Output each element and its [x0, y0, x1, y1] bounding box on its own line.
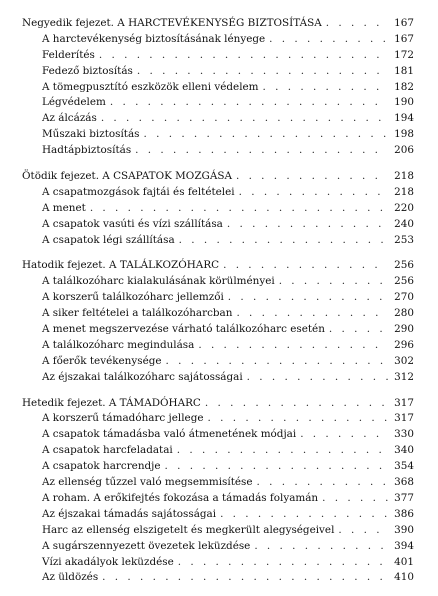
- chapter-section: [22, 396, 414, 587]
- toc-entry: [22, 32, 414, 48]
- toc-entry: [22, 64, 414, 80]
- entry-title: A főerők tevékenysége: [42, 354, 162, 367]
- dot-leader: [220, 507, 388, 523]
- entry-page-number: 270: [394, 291, 414, 304]
- dot-leader: [263, 80, 388, 96]
- dot-leader: [137, 64, 388, 80]
- dot-leader: [179, 233, 388, 249]
- toc-entry: [22, 443, 414, 459]
- dot-leader: [236, 306, 388, 322]
- chapter-heading: [22, 16, 414, 32]
- chapter-heading: [22, 258, 414, 274]
- dot-leader: [326, 16, 388, 32]
- toc-entry: [22, 217, 414, 233]
- chapter-page-number: 256: [394, 259, 414, 272]
- toc-entry: [22, 523, 414, 539]
- toc-entry: [22, 143, 414, 159]
- entry-title: A harctevékenység biztosításának lényege: [42, 32, 266, 45]
- entry-page-number: 218: [394, 185, 414, 198]
- entry-page-number: 198: [394, 128, 414, 141]
- entry-page-number: 394: [394, 539, 414, 552]
- dot-leader: [178, 555, 388, 571]
- toc-entry: [22, 290, 414, 306]
- dot-leader: [228, 290, 388, 306]
- entry-title: Fedező biztosítás: [42, 64, 133, 77]
- chapter-section: [22, 16, 414, 159]
- toc-entry: [22, 201, 414, 217]
- toc-entry: [22, 274, 414, 290]
- toc-entry: [22, 570, 414, 586]
- toc-entry: [22, 306, 414, 322]
- entry-title: A találkozóharc kialakulásának körülményei: [42, 275, 275, 288]
- toc-entry: [22, 95, 414, 111]
- entry-page-number: 368: [394, 476, 414, 489]
- entry-title: A korszerű találkozóharc jellemzői: [42, 291, 224, 304]
- entry-title: A csapatok harcfeladatai: [42, 444, 173, 457]
- dot-leader: [198, 338, 388, 354]
- table-of-contents: [22, 16, 414, 596]
- entry-title: Az ellenség tűzzel való megsemmisítése: [42, 476, 253, 489]
- entry-page-number: 220: [394, 201, 414, 214]
- entry-title: Műszaki biztosítás: [42, 128, 140, 141]
- dot-leader: [322, 491, 388, 507]
- entry-title: Az éjszakai támadás sajátosságai: [42, 507, 217, 520]
- dot-leader: [329, 322, 388, 338]
- entry-page-number: 167: [394, 32, 414, 45]
- toc-entry: [22, 127, 414, 143]
- chapter-section: [22, 169, 414, 248]
- entry-title: Vízi akadályok leküzdése: [42, 555, 174, 568]
- entry-title: A csapatmozgások fajtái és feltételei: [42, 185, 235, 198]
- toc-entry: [22, 338, 414, 354]
- entry-title: Harc az ellenség elszigetelt és megkerült alegységeivel: [42, 523, 335, 536]
- toc-entry: [22, 185, 414, 201]
- toc-entry: [22, 354, 414, 370]
- entry-page-number: 330: [394, 428, 414, 441]
- toc-entry: [22, 111, 414, 127]
- entry-page-number: 401: [394, 555, 414, 568]
- chapter-title: Ötödik fejezet. A CSAPATOK MOZGÁSA: [22, 170, 232, 183]
- dot-leader: [257, 475, 388, 491]
- entry-page-number: 354: [394, 460, 414, 473]
- toc-entry: [22, 427, 414, 443]
- dot-leader: [90, 201, 388, 217]
- dot-leader: [177, 443, 388, 459]
- dot-leader: [165, 459, 388, 475]
- dot-leader: [144, 127, 389, 143]
- entry-page-number: 312: [394, 370, 414, 383]
- entry-title: Az üldözés: [42, 571, 99, 584]
- dot-leader: [135, 143, 388, 159]
- entry-page-number: 190: [394, 96, 414, 109]
- entry-title: Az álcázás: [42, 112, 97, 125]
- entry-page-number: 256: [394, 275, 414, 288]
- dot-leader: [227, 217, 388, 233]
- entry-page-number: 340: [394, 444, 414, 457]
- chapter-page-number: 218: [394, 170, 414, 183]
- toc-entry: [22, 370, 414, 386]
- entry-page-number: 240: [394, 217, 414, 230]
- toc-entry: [22, 491, 414, 507]
- dot-leader: [205, 396, 388, 412]
- entry-title: A csapatok légi szállítása: [42, 233, 175, 246]
- entry-title: A csapatok vasúti és vízi szállítása: [42, 217, 223, 230]
- dot-leader: [99, 48, 388, 64]
- entry-title: Légvédelem: [42, 96, 106, 109]
- toc-entry: [22, 539, 414, 555]
- entry-page-number: 410: [394, 571, 414, 584]
- dot-leader: [166, 354, 388, 370]
- dot-leader: [102, 570, 388, 586]
- entry-page-number: 181: [394, 64, 414, 77]
- toc-entry: [22, 459, 414, 475]
- dot-leader: [254, 539, 388, 555]
- entry-title: A roham. A erőkifejtés fokozása a támadás folyamán: [42, 491, 319, 504]
- toc-entry: [22, 411, 414, 427]
- chapter-heading: [22, 169, 414, 185]
- dot-leader: [208, 411, 388, 427]
- toc-entry: [22, 233, 414, 249]
- toc-entry: [22, 48, 414, 64]
- entry-page-number: 253: [394, 233, 414, 246]
- entry-page-number: 386: [394, 507, 414, 520]
- entry-title: A csapatok harcrendje: [42, 460, 161, 473]
- toc-entry: [22, 322, 414, 338]
- dot-leader: [239, 185, 388, 201]
- dot-leader: [236, 169, 388, 185]
- dot-leader: [110, 95, 388, 111]
- dot-leader: [269, 32, 388, 48]
- entry-title: Felderítés: [42, 48, 95, 61]
- entry-page-number: 182: [394, 80, 414, 93]
- dot-leader: [338, 523, 388, 539]
- entry-title: A menet: [42, 201, 86, 214]
- entry-page-number: 390: [394, 523, 414, 536]
- dot-leader: [300, 427, 388, 443]
- entry-title: Hadtápbiztosítás: [42, 144, 132, 157]
- entry-title: A menet megszervezése várható találkozóharc esetén: [42, 323, 325, 336]
- entry-page-number: 206: [394, 144, 414, 157]
- chapter-title: Hetedik fejezet. A TÁMADÓHARC: [22, 396, 201, 409]
- entry-page-number: 296: [394, 338, 414, 351]
- entry-page-number: 194: [394, 112, 414, 125]
- entry-page-number: 317: [394, 412, 414, 425]
- entry-page-number: 290: [394, 323, 414, 336]
- chapter-title: Negyedik fejezet. A HARCTEVÉKENYSÉG BIZTOSÍTÁSA: [22, 17, 322, 29]
- chapter-section: [22, 258, 414, 385]
- entry-title: A csapatok támadásba való átmenetének módjai: [42, 428, 297, 441]
- entry-title: A siker feltételei a találkozóharcban: [42, 307, 233, 320]
- chapter-title: Hatodik fejezet. A TALÁLKOZÓHARC: [22, 259, 220, 272]
- entry-title: A találkozóharc megindulása: [42, 338, 195, 351]
- entry-title: Az éjszakai találkozóharc sajátosságai: [42, 370, 243, 383]
- chapter-page-number: 317: [394, 396, 414, 409]
- chapter-page-number: 167: [394, 17, 414, 29]
- entry-page-number: 280: [394, 307, 414, 320]
- entry-title: A tömegpusztító eszközök elleni védelem: [42, 80, 259, 93]
- entry-page-number: 302: [394, 354, 414, 367]
- dot-leader: [279, 274, 388, 290]
- entry-page-number: 172: [394, 48, 414, 61]
- dot-leader: [101, 111, 388, 127]
- entry-title: A korszerű támadóharc jellege: [42, 412, 204, 425]
- entry-page-number: 377: [394, 491, 414, 504]
- toc-entry: [22, 555, 414, 571]
- dot-leader: [223, 258, 388, 274]
- entry-title: A sugárszennyezett övezetek leküzdése: [42, 539, 251, 552]
- toc-entry: [22, 507, 414, 523]
- dot-leader: [247, 370, 388, 386]
- chapter-heading: [22, 396, 414, 412]
- toc-entry: [22, 475, 414, 491]
- toc-entry: [22, 80, 414, 96]
